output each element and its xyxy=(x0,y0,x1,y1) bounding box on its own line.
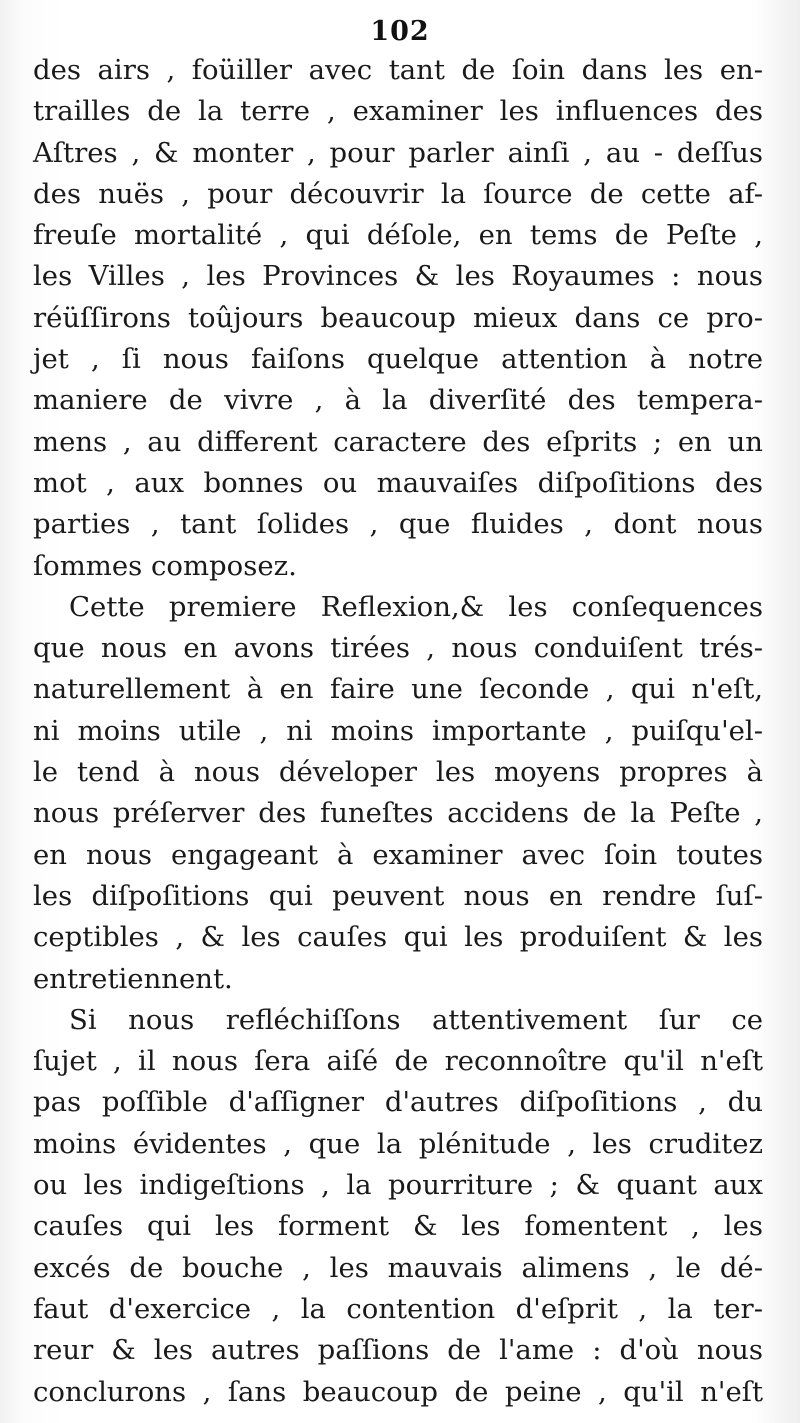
text-line: que nous en avons tirées , nous conduiſent trés- xyxy=(33,632,763,665)
text-line: entretiennent. xyxy=(33,962,233,995)
text-line: freuſe mortalité , qui déſole, en tems de Peſte , xyxy=(33,219,763,252)
text-line: ceptibles , & les cauſes qui les produiſent & les xyxy=(33,921,763,954)
text-line: trailles de la terre , examiner les influences des xyxy=(33,95,763,128)
text-line: ni moins utile , ni moins importante , puiſqu'el- xyxy=(33,714,763,747)
text-line: cauſes qui les forment & les fomentent , les xyxy=(33,1210,763,1243)
body-text xyxy=(33,50,763,1413)
text-line: naturellement à en faire une ſeconde , qui n'eſt, xyxy=(33,673,763,706)
text-line: des airs , foüiller avec tant de ſoin dans les en- xyxy=(33,54,763,86)
text-line: mens , au different caractere des eſprits ; en un xyxy=(33,425,763,458)
page-number: 102 xyxy=(370,16,430,47)
text-line: mot , aux bonnes ou mauvaiſes diſpoſitions des xyxy=(33,466,763,499)
text-line: faut d'exercice , la contention d'eſprit , la ter- xyxy=(33,1292,763,1325)
text-line: reur & les autres paſſions de l'ame : d'où nous xyxy=(33,1334,763,1367)
text-line: pas poſſible d'aſſigner d'autres diſpoſitions , du xyxy=(33,1086,763,1119)
text-line: le tend à nous déveloper les moyens propres à xyxy=(33,756,763,789)
text-line: ſommes composez. xyxy=(33,549,297,582)
text-line: les diſpoſitions qui peuvent nous en rendre ſuſ- xyxy=(33,879,763,912)
text-line: moins évidentes , que la plénitude , les cruditez xyxy=(33,1127,763,1160)
text-line: des nuës , pour découvrir la ſource de cette af- xyxy=(33,177,763,210)
text-line: conclurons , ſans beaucoup de peine , qu'il n'eſt xyxy=(33,1375,763,1408)
text-line: excés de bouche , les mauvais alimens , le dé- xyxy=(33,1251,763,1284)
text-line: réüſſirons toûjours beaucoup mieux dans ce pro- xyxy=(33,301,763,334)
text-line: maniere de vivre , à la diverſité des tempera- xyxy=(33,384,763,417)
text-line: parties , tant ſolides , que fluides , dont nous xyxy=(33,508,763,541)
text-line: Aſtres , & monter , pour parler ainſi , au - deſſus xyxy=(33,136,763,169)
text-line: Cette premiere Reflexion,& les conſequences xyxy=(69,590,763,623)
text-line: Si nous refléchiſſons attentivement ſur ce xyxy=(69,1003,763,1036)
text-line: ou les indigeſtions , la pourriture ; & quant aux xyxy=(33,1169,763,1202)
text-line: les Villes , les Provinces & les Royaumes : nous xyxy=(33,260,763,293)
text-line: en nous engageant à examiner avec ſoin toutes xyxy=(33,838,763,871)
text-line: nous préſerver des funeſtes accidens de la Peſte , xyxy=(33,797,763,830)
text-line: jet , ſi nous faiſons quelque attention à notre xyxy=(33,343,763,376)
text-line: ſujet , il nous ſera aiſé de reconnoître qu'il n'eſt xyxy=(33,1045,763,1078)
